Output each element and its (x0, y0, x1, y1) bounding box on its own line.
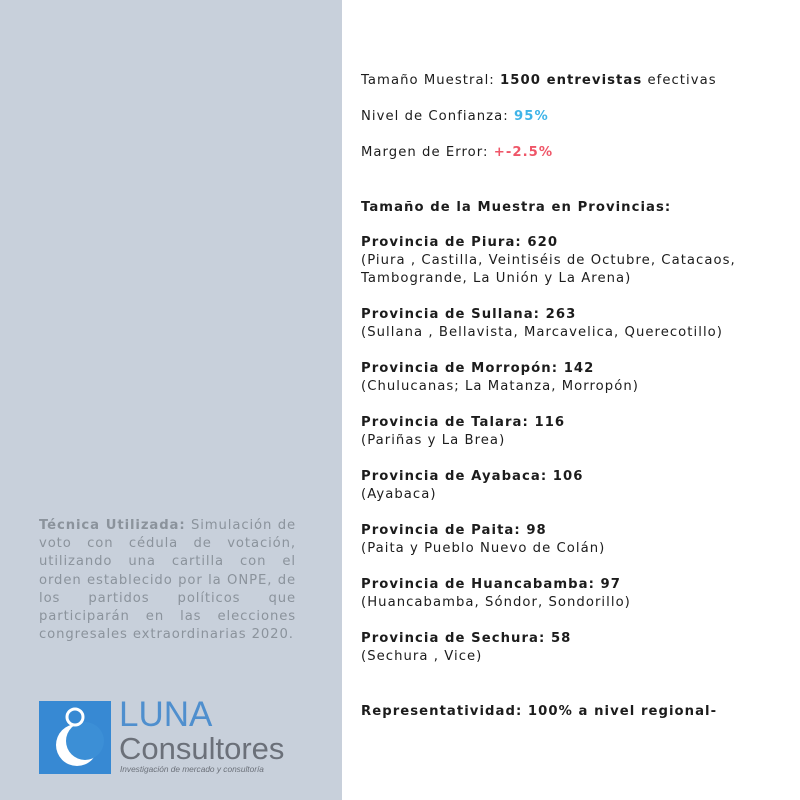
logo-name-consultores: Consultores (119, 731, 285, 766)
logo-tagline: Investigación de mercado y consultoría (120, 764, 264, 774)
province-title: Provincia de Sechura: 58 (361, 631, 572, 646)
province-districts: (Chulucanas; La Matanza, Morropón) (361, 379, 639, 394)
province-districts: (Sullana , Bellavista, Marcavelica, Querecotillo) (361, 325, 723, 340)
province-districts: Tambogrande, La Unión y La Arena) (361, 271, 632, 286)
province-title: Provincia de Huancabamba: 97 (361, 577, 622, 592)
sample-size-suffix: efectivas (642, 73, 717, 88)
province-districts: (Ayabaca) (361, 487, 437, 502)
technique-label: Técnica Utilizada: (39, 518, 186, 533)
error-line (361, 144, 553, 162)
luna-moon-icon (39, 701, 111, 774)
provinces-heading: Tamaño de la Muestra en Provincias: (361, 200, 672, 215)
left-panel (0, 0, 342, 800)
province-title: Provincia de Paita: 98 (361, 523, 547, 538)
technique-paragraph (39, 517, 296, 644)
representativeness: Representatividad: 100% a nivel regional- (361, 704, 718, 719)
province-title: Provincia de Piura: 620 (361, 235, 559, 250)
error-label: Margen de Error: (361, 145, 494, 160)
confidence-line (361, 108, 549, 126)
sample-size-label: Tamaño Muestral: (361, 73, 501, 88)
province-districts: (Pariñas y La Brea) (361, 433, 506, 448)
error-value: +-2.5% (493, 145, 554, 160)
province-districts: (Piura , Castilla, Veintiséis de Octubre, Catacaos, (361, 253, 736, 268)
confidence-value: 95% (514, 109, 549, 124)
sample-size-line (361, 72, 717, 90)
province-districts: (Huancabamba, Sóndor, Sondorillo) (361, 595, 631, 610)
province-districts: (Sechura , Vice) (361, 649, 483, 664)
province-districts: (Paita y Pueblo Nuevo de Colán) (361, 541, 606, 556)
province-title: Provincia de Ayabaca: 106 (361, 469, 584, 484)
province-title: Provincia de Morropón: 142 (361, 361, 595, 376)
logo-name-luna: LUNA (119, 695, 213, 734)
province-title: Provincia de Talara: 116 (361, 415, 566, 430)
confidence-label: Nivel de Confianza: (361, 109, 514, 124)
province-title: Provincia de Sullana: 263 (361, 307, 577, 322)
luna-consultores-logo (39, 695, 299, 776)
technique-text: Simulación de voto con cédula de votación, utilizando una cartilla con el orden establecido por la ONPE, de los partidos políticos que participarán en las elecciones congresales extraordinarias 2020. (39, 518, 297, 643)
sample-size-value: 1500 entrevistas (500, 73, 643, 88)
